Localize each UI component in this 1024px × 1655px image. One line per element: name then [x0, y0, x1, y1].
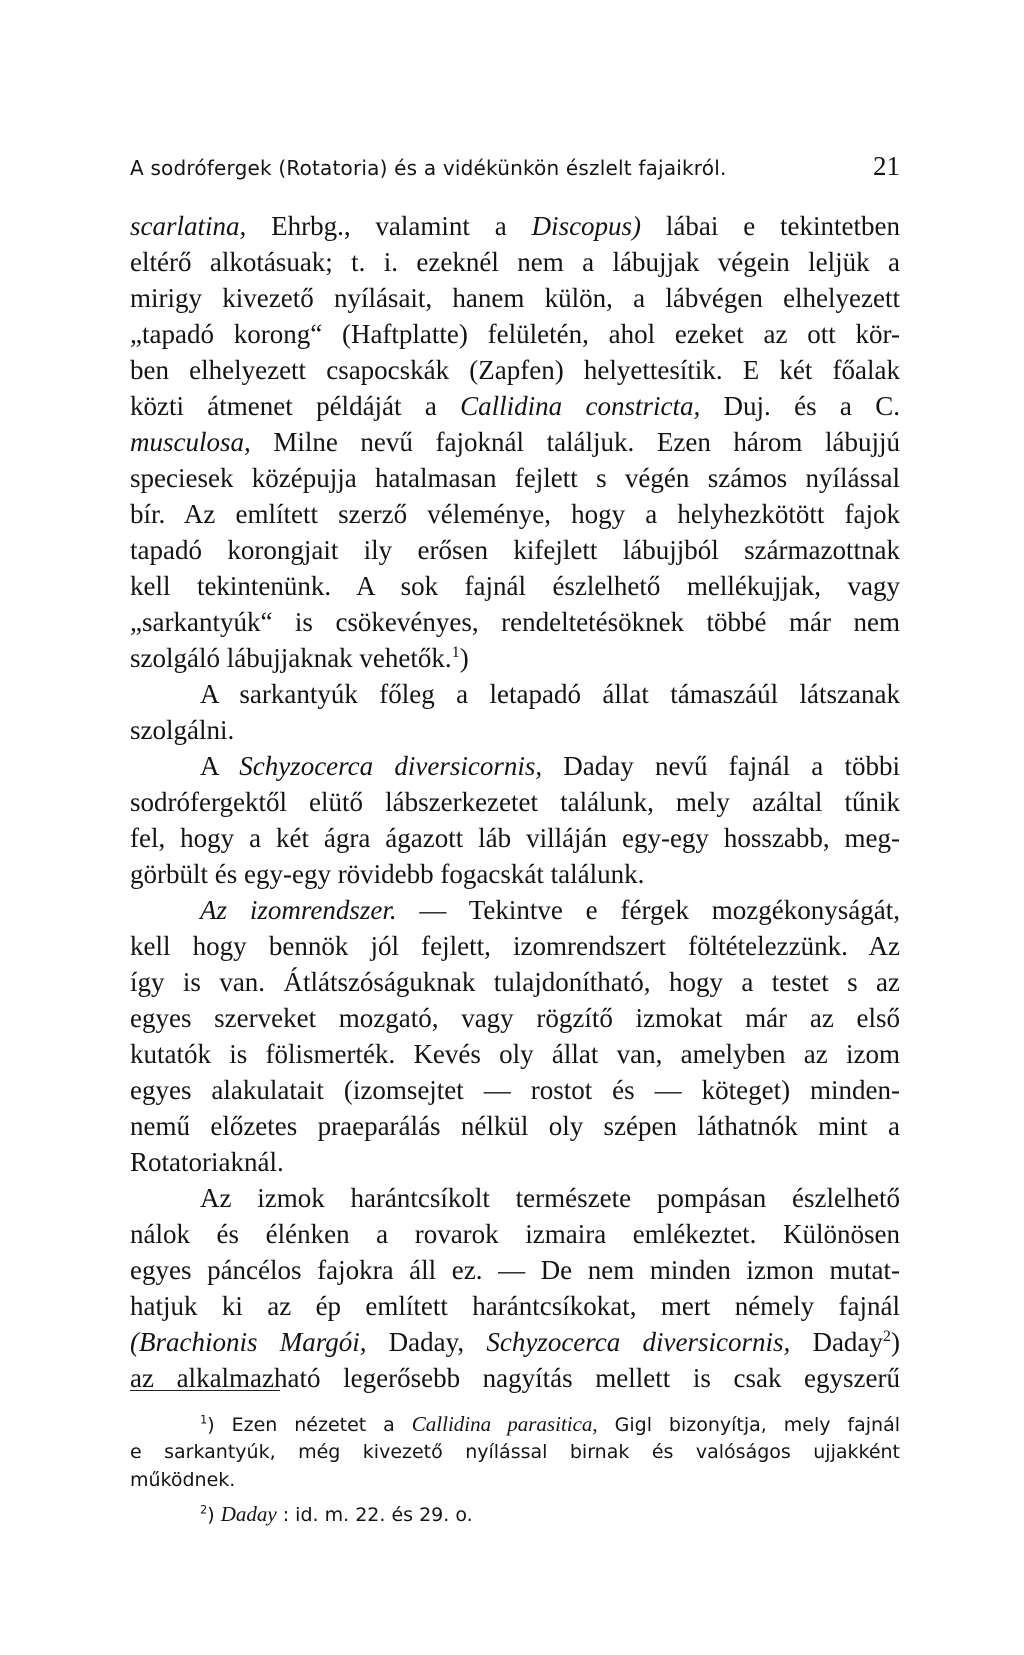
text-line: egyes szerveket mozgató, vagy rögzítő izmokat már az első [130, 1003, 900, 1033]
text-line: (Brachionis Margói, Daday, Schyzocerca diversicornis, Daday$^2$) [130, 1327, 901, 1357]
text-line: Rotatoriaknál. [130, 1147, 284, 1177]
text-line: egyes alakulatait (izomsejtet — rostot és — köteget) minden- [130, 1075, 900, 1105]
text-line: kutatók is fölismerték. Kevés oly állat van, amelyben az izom [130, 1039, 900, 1069]
text-line: bír. Az említett szerző véleménye, hogy a helyhezkötött fajok [130, 499, 900, 529]
text-line: így is van. Átlátszóságuknak tulajdonítható, hogy a testet s az [130, 967, 900, 997]
text-line: „tapadó korong“ (Haftplatte) felületén, ahol ezeket az ott kör- [130, 319, 900, 349]
footnote-separator [130, 1390, 280, 1391]
text-line: kell hogy bennök jól fejlett, izomrendszert föltételezzünk. Az [130, 931, 900, 961]
paragraph-start: Az izmok harántcsíkolt természete pompásan észlelhető [200, 1183, 900, 1213]
text-line: egyes páncélos fajokra áll ez. — De nem minden izmon mutat- [130, 1255, 900, 1285]
text-line: speciesek középujja hatalmasan fejlett s végén számos nyílással [130, 463, 900, 493]
text-line: kell tekintenünk. A sok fajnál észlelhető mellékujjak, vagy [130, 571, 900, 601]
text-line: szolgálni. [130, 715, 235, 745]
text-line: görbült és egy-egy rövidebb fogacskát találunk. [130, 859, 645, 889]
text-line: eltérő alkotásuak; t. i. ezeknél nem a lábujjak végein leljük a [130, 247, 900, 277]
text-line: nemű előzetes praeparálás nélkül oly szépen láthatnók mint a [130, 1111, 900, 1141]
footnote-1-line: e sarkantyúk, még kivezető nyílással birnak és valóságos ujjakként [130, 1441, 900, 1463]
text-line: szolgáló lábujjaknak vehetők.$^1$) [130, 643, 469, 673]
text-line: „sarkantyúk“ is csökevényes, rendeltetésöknek többé már nem [130, 607, 900, 637]
text-line: mirigy kivezető nyílásait, hanem külön, a lábvégen elhelyezett [130, 283, 900, 313]
footnote-1-line: működnek. [130, 1469, 236, 1491]
text-line: scarlatina, Ehrbg., valamint a Discopus) lábai e tekintetben [130, 211, 900, 241]
page-header [130, 151, 900, 182]
footnote-ref-2: 2 [882, 1327, 892, 1345]
footnote-1: $^1$) Ezen nézetet a Callidina parasitica, Gigl bizonyítja, mely fajnál [200, 1412, 900, 1436]
paragraph-start: A Schyzocerca diversicornis, Daday nevű fajnál a többi [200, 751, 900, 781]
text-line: hatjuk ki az ép említett harántcsíkokat, mert némely fajnál [130, 1291, 900, 1321]
text-line: az alkalmazható legerősebb nagyítás mellett is csak egyszerű [130, 1363, 900, 1393]
text-line: fel, hogy a két ágra ágazott láb villáján egy-egy hosszabb, meg- [130, 823, 900, 853]
text-line: tapadó korongjait ily erősen kifejlett lábujjból származottnak [130, 535, 900, 565]
footnote-2: $^2$) Daday : id. m. 22. és 29. o. [200, 1502, 473, 1526]
text-line: musculosa, Milne nevű fajoknál találjuk. Ezen három lábujjú [130, 427, 900, 457]
text-line: közti átmenet példáját a Callidina constricta, Duj. és a C. [130, 391, 900, 421]
text-line: nálok és élénken a rovarok izmaira emlékeztet. Különösen [130, 1219, 900, 1249]
section-heading: Az izomrendszer. [200, 895, 397, 925]
footnote-ref-1: 1 [451, 643, 460, 661]
running-title: A sodrófergek (Rotatoria) és a vidékünkön észlelt fajaikról. [130, 156, 727, 180]
text-line: sodrófergektől elütő lábszerkezetet találunk, mely azáltal tűnik [130, 787, 900, 817]
section-heading-line: Az izomrendszer. — Tekintve e férgek mozgékonyságát, [200, 895, 900, 925]
paragraph-start: A sarkantyúk főleg a letapadó állat támaszáúl látszanak [200, 679, 900, 709]
text-line: ben elhelyezett csapocskák (Zapfen) helyettesítik. E két főalak [130, 355, 900, 385]
page-number: 21 [873, 151, 900, 181]
